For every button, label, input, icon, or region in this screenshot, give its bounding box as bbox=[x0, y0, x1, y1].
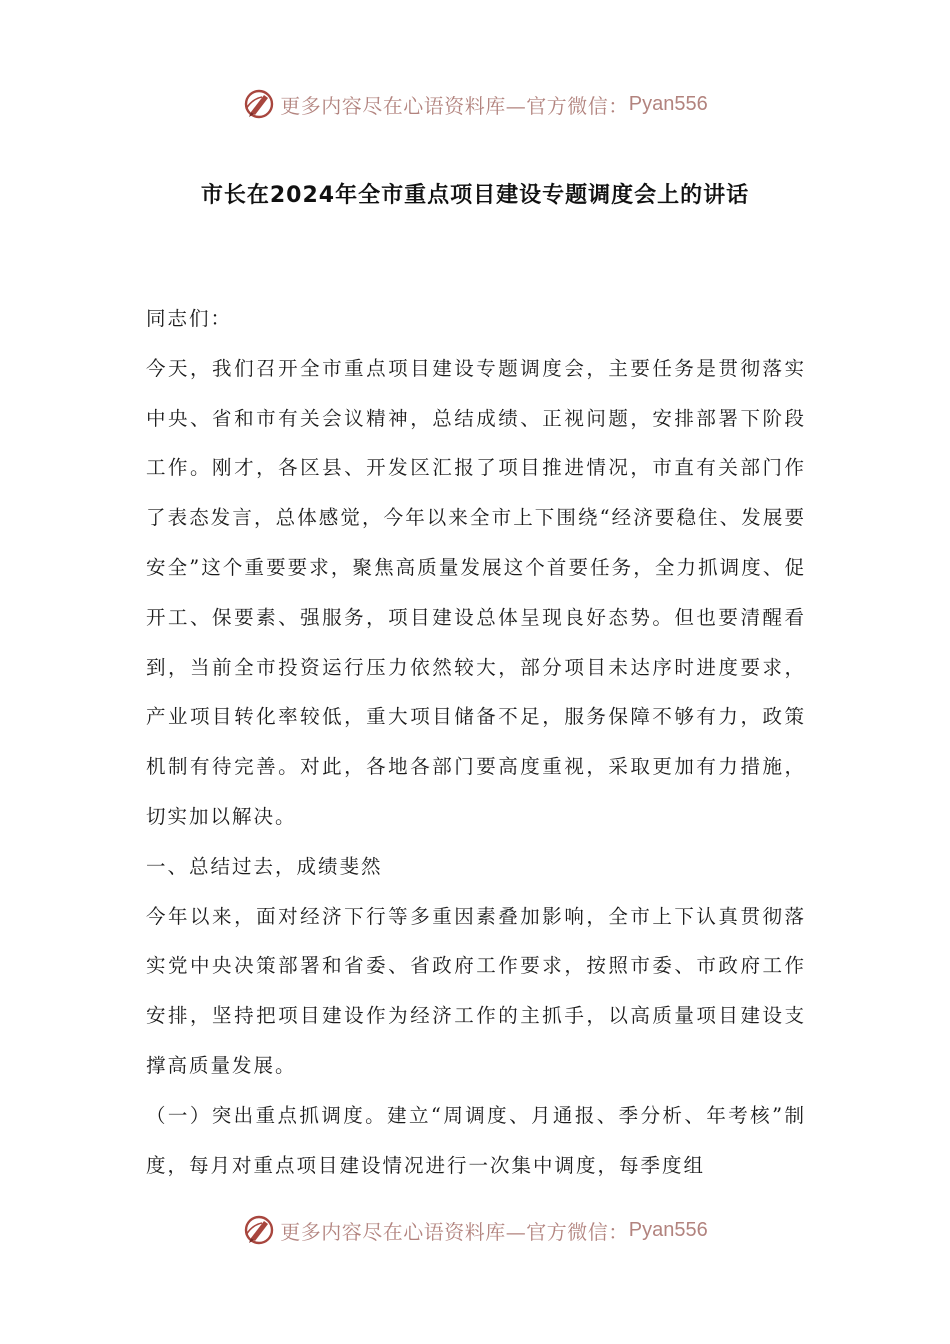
paragraph-summary: 今年以来，面对经济下行等多重因素叠加影响，全市上下认真贯彻落实党中央决策部署和省委、省政府工作要求，按照市委、市政府工作安排，坚持把项目建设作为经济工作的主抓手，以高质量项目建设支撑高质量发展。 bbox=[146, 904, 806, 1077]
watermark-wechat-id: Pyan556 bbox=[628, 1218, 708, 1241]
document-title: 市长在2024年全市重点项目建设专题调度会上的讲话 bbox=[200, 183, 750, 208]
watermark-text: 更多内容尽在心语资料库—官方微信： bbox=[280, 1219, 629, 1244]
watermark-header bbox=[0, 84, 950, 124]
watermark-wechat-id: Pyan556 bbox=[628, 92, 708, 115]
paragraph-intro: 今天，我们召开全市重点项目建设专题调度会，主要任务是贯彻落实中央、省和市有关会议精神，总结成绩、正视问题，安排部署下阶段工作。刚才，各区县、开发区汇报了项目推进情况，市直有关部门作了表态发言，总体感觉，今年以来全市上下围绕“经济要稳住、发展要安全”这个重要要求，聚焦高质量发展这个首要任务，全力抓调度、促开工、保要素、强服务，项目建设总体呈现良好态势。但也要清醒看到，当前全市投资运行压力依然较大，部分项目未达序时进度要求，产业项目转化率较低，重大项目储备不足，服务保障不够有力，政策机制有待完善。对此，各地各部门要高度重视，采取更加有力措施，切实加以解决。 bbox=[146, 356, 806, 828]
document-body bbox=[146, 294, 806, 1190]
paragraph-subsection-1: （一）突出重点抓调度。建立“周调度、月通报、季分析、年考核”制度，每月对重点项目建设情况进行一次集中调度，每季度组 bbox=[146, 1103, 806, 1177]
section-heading-1: 一、总结过去，成绩斐然 bbox=[146, 854, 383, 878]
salutation: 同志们： bbox=[146, 307, 233, 330]
watermark-text: 更多内容尽在心语资料库—官方微信： bbox=[280, 93, 629, 118]
pen-in-circle-icon bbox=[242, 1213, 276, 1247]
pen-in-circle-icon bbox=[242, 87, 276, 121]
watermark-footer bbox=[0, 1210, 950, 1250]
